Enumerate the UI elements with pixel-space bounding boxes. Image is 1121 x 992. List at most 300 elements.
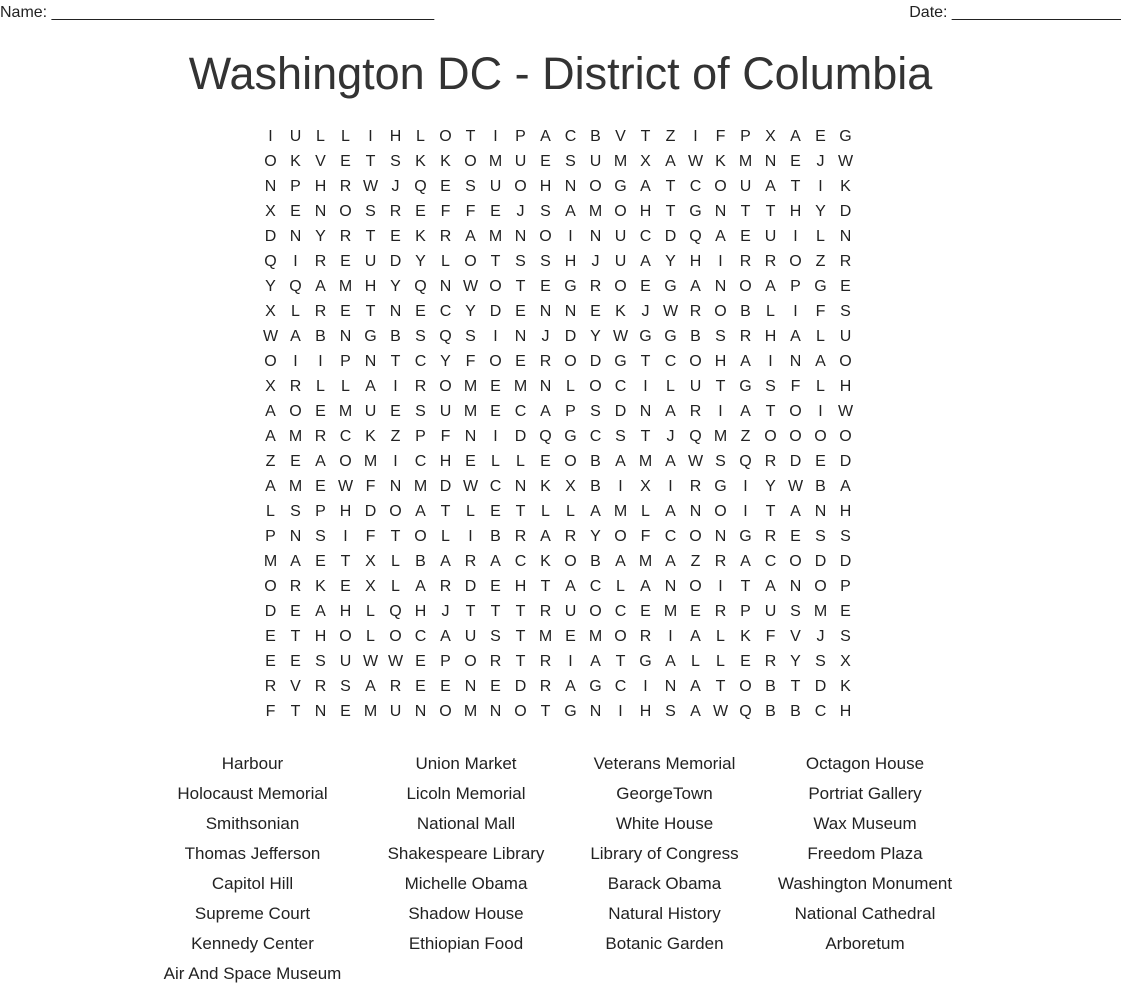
grid-letter: T (640, 128, 651, 145)
grid-letter: I (668, 478, 673, 495)
grid-letter: O (264, 578, 277, 595)
grid-letter: D (589, 353, 602, 370)
grid-letter: H (639, 703, 652, 720)
grid-letter: O (564, 353, 577, 370)
grid-letter: X (640, 153, 651, 170)
grid-letter: O (564, 553, 577, 570)
grid-letter: O (539, 228, 552, 245)
grid-letter: F (765, 628, 776, 645)
grid-letter: A (665, 553, 676, 570)
grid-letter: W (662, 303, 679, 320)
grid-letter: R (439, 228, 452, 245)
grid-letter: L (341, 378, 350, 395)
grid-letter: S (840, 528, 851, 545)
grid-letter: Y (265, 278, 276, 295)
grid-letter: O (689, 528, 702, 545)
grid-letter: N (664, 678, 677, 695)
grid-letter: R (689, 478, 702, 495)
word-list-item: Licoln Memorial (406, 784, 526, 803)
grid-letter: T (290, 628, 301, 645)
grid-letter: N (314, 203, 327, 220)
grid-letter: I (743, 503, 748, 520)
grid-letter: Y (465, 303, 476, 320)
grid-letter: R (714, 553, 727, 570)
grid-letter: R (289, 378, 302, 395)
grid-letter: T (465, 128, 476, 145)
grid-letter: K (540, 553, 551, 570)
grid-letter: T (465, 603, 476, 620)
grid-letter: O (614, 203, 627, 220)
grid-letter: N (539, 378, 552, 395)
grid-letter: R (539, 678, 552, 695)
grid-letter: L (716, 653, 725, 670)
grid-letter: A (290, 328, 301, 345)
grid-letter: A (615, 553, 626, 570)
word-list-item: Portriat Gallery (808, 784, 922, 803)
grid-letter: N (289, 528, 302, 545)
grid-letter: W (837, 153, 854, 170)
grid-letter: N (414, 703, 427, 720)
grid-letter: M (613, 153, 628, 170)
word-search-grid (258, 124, 858, 724)
word-list-item: Smithsonian (205, 814, 300, 833)
grid-letter: Z (740, 428, 751, 445)
grid-letter: A (540, 128, 551, 145)
grid-letter: S (290, 503, 301, 520)
grid-row (258, 349, 858, 374)
grid-row (258, 649, 858, 674)
grid-letter: T (390, 353, 401, 370)
grid-letter: T (365, 303, 376, 320)
grid-letter: M (363, 703, 378, 720)
grid-letter: D (839, 203, 852, 220)
grid-letter: P (340, 353, 351, 370)
grid-letter: L (566, 503, 575, 520)
grid-letter: Z (815, 253, 826, 270)
grid-letter: E (565, 628, 576, 645)
grid-letter: O (489, 278, 502, 295)
grid-letter: M (713, 428, 728, 445)
grid-letter: K (715, 153, 726, 170)
grid-letter: T (640, 353, 651, 370)
grid-letter: A (440, 628, 451, 645)
grid-letter: Q (414, 178, 427, 195)
grid-letter: D (439, 478, 452, 495)
grid-letter: D (489, 303, 502, 320)
grid-letter: S (815, 653, 826, 670)
grid-letter: N (664, 578, 677, 595)
grid-letter: N (814, 503, 827, 520)
grid-letter: F (440, 428, 451, 445)
grid-letter: O (589, 603, 602, 620)
grid-letter: A (765, 278, 776, 295)
grid-letter: I (568, 653, 573, 670)
grid-letter: H (839, 503, 852, 520)
grid-letter: D (514, 428, 527, 445)
grid-letter: G (639, 328, 652, 345)
grid-letter: E (515, 353, 526, 370)
grid-letter: R (739, 328, 752, 345)
grid-letter: L (391, 578, 400, 595)
grid-letter: O (614, 628, 627, 645)
grid-row (258, 274, 858, 299)
grid-letter: M (288, 478, 303, 495)
grid-letter: E (290, 453, 301, 470)
grid-letter: O (764, 428, 777, 445)
grid-letter: A (440, 553, 451, 570)
grid-letter: E (490, 203, 501, 220)
grid-letter: I (718, 578, 723, 595)
grid-letter: C (664, 528, 677, 545)
grid-letter: Q (739, 453, 752, 470)
grid-letter: V (290, 678, 301, 695)
grid-letter: C (414, 353, 427, 370)
grid-letter: T (490, 603, 501, 620)
grid-letter: R (764, 528, 777, 545)
word-list-item: Capitol Hill (211, 874, 294, 893)
grid-letter: J (666, 428, 675, 445)
grid-letter: T (715, 378, 726, 395)
grid-letter: O (789, 253, 802, 270)
grid-letter: I (268, 128, 273, 145)
grid-letter: G (664, 328, 677, 345)
grid-letter: C (339, 428, 352, 445)
grid-letter: W (712, 703, 729, 720)
grid-letter: A (690, 678, 701, 695)
grid-letter: O (614, 528, 627, 545)
grid-letter: I (493, 328, 498, 345)
grid-letter: N (389, 303, 402, 320)
grid-letter: L (566, 378, 575, 395)
grid-letter: J (591, 253, 600, 270)
grid-letter: O (389, 503, 402, 520)
grid-letter: C (414, 453, 427, 470)
grid-letter: A (740, 553, 751, 570)
grid-letter: G (714, 478, 727, 495)
grid-letter: O (464, 653, 477, 670)
grid-letter: P (515, 128, 526, 145)
grid-row (258, 124, 858, 149)
grid-letter: I (568, 228, 573, 245)
grid-letter: X (265, 378, 276, 395)
grid-letter: B (765, 703, 776, 720)
grid-letter: N (639, 403, 652, 420)
grid-letter: N (714, 528, 727, 545)
grid-row (258, 549, 858, 574)
grid-letter: O (339, 628, 352, 645)
grid-row (258, 249, 858, 274)
grid-letter: A (615, 453, 626, 470)
grid-letter: E (415, 203, 426, 220)
grid-letter: B (315, 328, 326, 345)
grid-letter: R (389, 678, 402, 695)
grid-letter: R (264, 678, 277, 695)
grid-letter: O (564, 453, 577, 470)
grid-letter: A (790, 503, 801, 520)
grid-letter: S (615, 428, 626, 445)
grid-letter: M (663, 603, 678, 620)
grid-letter: K (840, 178, 851, 195)
grid-letter: K (740, 628, 751, 645)
grid-letter: Z (690, 553, 701, 570)
grid-letter: T (490, 253, 501, 270)
grid-letter: M (413, 478, 428, 495)
grid-letter: L (766, 303, 775, 320)
date-field: Date: ___________________ (909, 4, 1121, 21)
grid-letter: I (293, 353, 298, 370)
grid-letter: S (715, 328, 726, 345)
grid-letter: I (818, 178, 823, 195)
grid-letter: S (490, 628, 501, 645)
grid-letter: O (714, 503, 727, 520)
grid-letter: B (490, 528, 501, 545)
grid-letter: L (291, 303, 300, 320)
grid-letter: O (689, 578, 702, 595)
word-list-item: National Cathedral (794, 904, 936, 923)
grid-letter: N (464, 428, 477, 445)
grid-letter: S (315, 528, 326, 545)
grid-letter: E (315, 553, 326, 570)
grid-row (258, 449, 858, 474)
word-list-item: Washington Monument (777, 874, 953, 893)
grid-letter: G (839, 128, 852, 145)
grid-letter: B (590, 553, 601, 570)
word-list-item: Michelle Obama (404, 874, 528, 893)
grid-letter: N (564, 178, 577, 195)
grid-letter: T (540, 578, 551, 595)
grid-letter: T (390, 528, 401, 545)
grid-letter: Q (439, 328, 452, 345)
grid-letter: H (439, 453, 452, 470)
word-list-item: Supreme Court (194, 904, 311, 923)
grid-letter: G (564, 278, 577, 295)
grid-letter: E (340, 253, 351, 270)
grid-letter: A (665, 653, 676, 670)
grid-letter: O (714, 303, 727, 320)
grid-letter: W (612, 328, 629, 345)
grid-letter: E (490, 378, 501, 395)
grid-letter: R (689, 303, 702, 320)
word-list-item: Thomas Jefferson (184, 844, 321, 863)
grid-row (258, 299, 858, 324)
grid-letter: I (743, 478, 748, 495)
grid-letter: A (265, 403, 276, 420)
grid-letter: E (840, 603, 851, 620)
grid-letter: O (614, 278, 627, 295)
grid-letter: U (614, 253, 627, 270)
grid-letter: T (665, 178, 676, 195)
grid-letter: N (389, 478, 402, 495)
grid-letter: O (839, 353, 852, 370)
grid-letter: O (464, 153, 477, 170)
grid-letter: X (765, 128, 776, 145)
grid-letter: I (368, 128, 373, 145)
grid-letter: L (341, 128, 350, 145)
grid-letter: D (389, 253, 402, 270)
grid-letter: F (365, 478, 376, 495)
grid-letter: R (589, 278, 602, 295)
grid-letter: I (393, 378, 398, 395)
word-list-item: Botanic Garden (605, 934, 724, 953)
grid-letter: M (488, 228, 503, 245)
grid-letter: S (840, 303, 851, 320)
grid-letter: C (489, 478, 502, 495)
grid-letter: R (539, 353, 552, 370)
grid-row (258, 424, 858, 449)
word-list (148, 752, 976, 992)
grid-letter: E (315, 403, 326, 420)
word-list-item: Barack Obama (607, 874, 722, 893)
word-list-item: Octagon House (805, 754, 925, 773)
grid-letter: E (340, 703, 351, 720)
grid-letter: T (740, 578, 751, 595)
grid-letter: M (463, 703, 478, 720)
grid-letter: I (718, 403, 723, 420)
grid-letter: S (665, 703, 676, 720)
grid-letter: H (789, 203, 802, 220)
grid-letter: Q (289, 278, 302, 295)
grid-row (258, 499, 858, 524)
grid-letter: H (764, 328, 777, 345)
grid-letter: N (789, 578, 802, 595)
grid-letter: K (415, 153, 426, 170)
grid-letter: W (787, 478, 804, 495)
grid-letter: N (714, 278, 727, 295)
grid-letter: W (362, 653, 379, 670)
grid-letter: E (315, 478, 326, 495)
grid-letter: Y (765, 478, 776, 495)
word-list-item: GeorgeTown (616, 784, 713, 803)
grid-letter: S (465, 328, 476, 345)
grid-letter: C (439, 303, 452, 320)
grid-letter: O (839, 428, 852, 445)
grid-letter: U (364, 253, 377, 270)
grid-letter: O (389, 628, 402, 645)
grid-letter: A (665, 403, 676, 420)
grid-letter: L (491, 453, 500, 470)
grid-letter: R (839, 253, 852, 270)
grid-letter: M (638, 553, 653, 570)
grid-letter: T (790, 678, 801, 695)
grid-row (258, 374, 858, 399)
grid-letter: L (816, 328, 825, 345)
grid-letter: O (739, 278, 752, 295)
grid-letter: H (839, 703, 852, 720)
grid-letter: A (665, 453, 676, 470)
grid-letter: I (493, 428, 498, 445)
grid-row (258, 624, 858, 649)
grid-letter: F (365, 528, 376, 545)
grid-letter: Y (590, 528, 601, 545)
grid-letter: H (839, 378, 852, 395)
grid-letter: E (415, 653, 426, 670)
grid-letter: O (739, 678, 752, 695)
grid-letter: S (540, 203, 551, 220)
grid-letter: K (415, 228, 426, 245)
grid-letter: V (315, 153, 326, 170)
grid-letter: S (465, 178, 476, 195)
grid-letter: L (716, 628, 725, 645)
grid-letter: T (515, 628, 526, 645)
grid-letter: E (465, 453, 476, 470)
grid-letter: S (815, 528, 826, 545)
grid-letter: T (765, 403, 776, 420)
grid-letter: N (514, 328, 527, 345)
grid-letter: S (715, 453, 726, 470)
grid-letter: K (840, 678, 851, 695)
grid-letter: R (539, 653, 552, 670)
grid-letter: S (515, 253, 526, 270)
grid-letter: D (464, 578, 477, 595)
grid-letter: H (564, 253, 577, 270)
grid-letter: F (640, 528, 651, 545)
grid-letter: U (589, 153, 602, 170)
grid-letter: B (390, 328, 401, 345)
grid-letter: C (514, 403, 527, 420)
grid-letter: L (416, 128, 425, 145)
word-list-item: Veterans Memorial (593, 754, 736, 773)
grid-letter: H (314, 178, 327, 195)
grid-letter: G (689, 203, 702, 220)
grid-letter: E (490, 578, 501, 595)
grid-letter: C (614, 378, 627, 395)
grid-letter: A (740, 403, 751, 420)
grid-letter: N (564, 303, 577, 320)
grid-letter: E (840, 278, 851, 295)
grid-letter: A (465, 228, 476, 245)
grid-letter: I (293, 253, 298, 270)
grid-letter: D (664, 228, 677, 245)
grid-letter: Q (539, 428, 552, 445)
grid-letter: A (265, 478, 276, 495)
grid-letter: X (565, 478, 576, 495)
grid-letter: P (790, 278, 801, 295)
grid-letter: P (265, 528, 276, 545)
grid-letter: M (263, 553, 278, 570)
grid-letter: I (393, 453, 398, 470)
grid-letter: G (739, 528, 752, 545)
grid-row (258, 699, 858, 724)
grid-letter: L (616, 578, 625, 595)
grid-letter: A (665, 503, 676, 520)
grid-letter: K (365, 428, 376, 445)
grid-letter: H (689, 253, 702, 270)
grid-row (258, 474, 858, 499)
grid-letter: A (565, 578, 576, 595)
grid-letter: R (314, 303, 327, 320)
grid-letter: M (488, 153, 503, 170)
grid-letter: F (265, 703, 276, 720)
grid-letter: L (541, 503, 550, 520)
grid-letter: L (516, 453, 525, 470)
grid-letter: A (415, 578, 426, 595)
grid-row (258, 199, 858, 224)
grid-letter: D (814, 553, 827, 570)
grid-letter: I (643, 678, 648, 695)
grid-letter: P (440, 653, 451, 670)
word-list-item: National Mall (416, 814, 516, 833)
grid-letter: T (790, 178, 801, 195)
grid-letter: O (439, 128, 452, 145)
grid-letter: X (265, 203, 276, 220)
grid-letter: O (514, 178, 527, 195)
grid-letter: N (789, 353, 802, 370)
grid-letter: I (343, 528, 348, 545)
grid-letter: I (768, 353, 773, 370)
grid-letter: L (641, 503, 650, 520)
grid-letter: K (440, 153, 451, 170)
grid-letter: A (665, 153, 676, 170)
